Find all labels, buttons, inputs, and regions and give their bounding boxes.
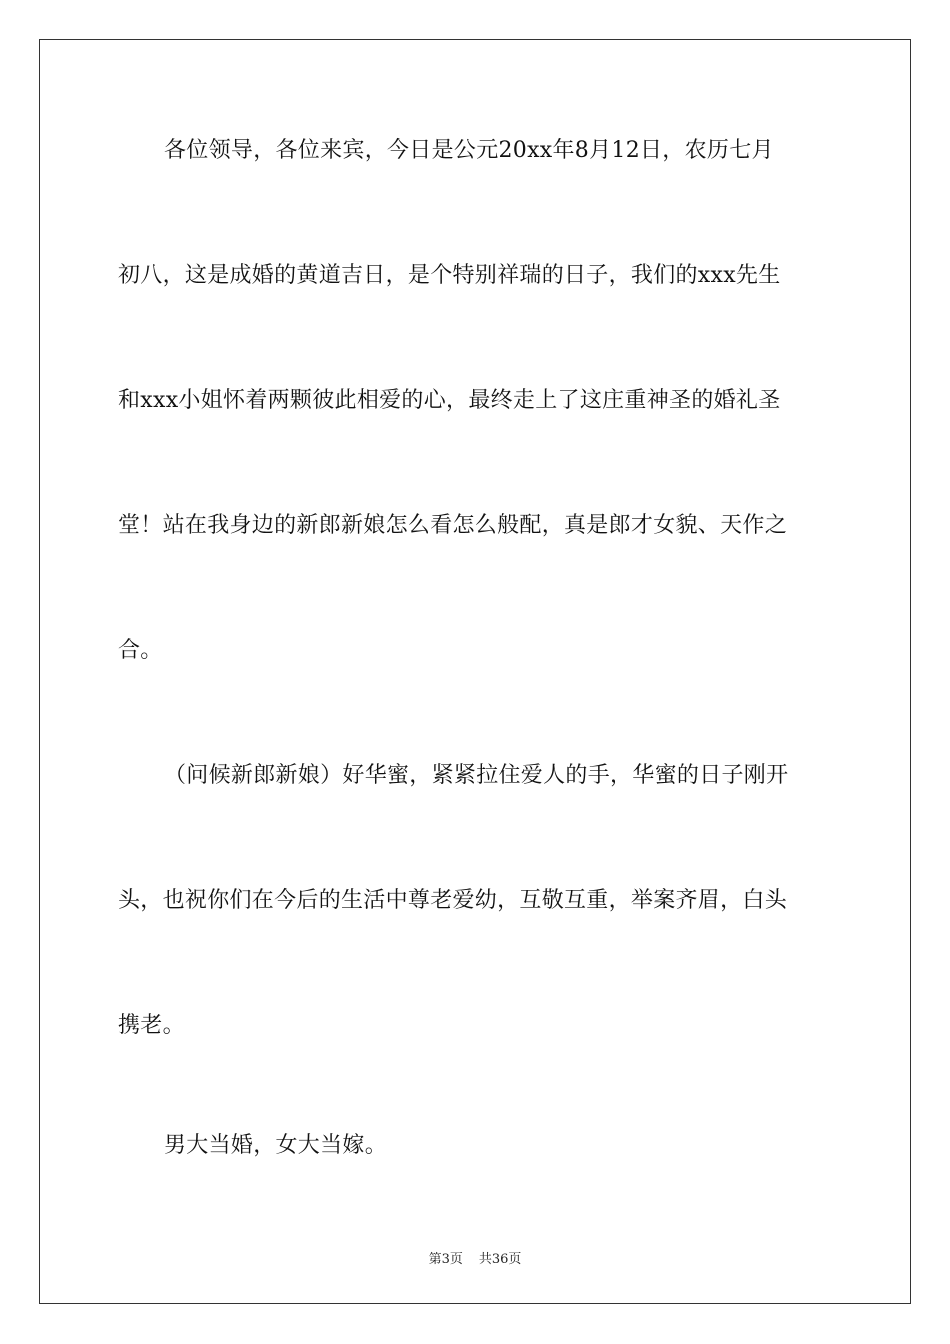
paragraph-1-line-1: 各位领导，各位来宾，今日是公元20xx年8月12日，农历七月 <box>164 138 774 163</box>
paragraph-2-line-1: （问候新郎新娘）好华蜜，紧紧拉住爱人的手，华蜜的日子刚开 <box>164 763 789 788</box>
paragraph-1-line-5: 合。 <box>118 638 163 663</box>
page-total: 共36页 <box>478 1252 522 1267</box>
paragraph-1-line-2: 初八，这是成婚的黄道吉日，是个特别祥瑞的日子，我们的xxx先生 <box>118 263 781 288</box>
page-number: 第3页 <box>428 1252 463 1267</box>
paragraph-2-line-3: 携老。 <box>118 1013 185 1038</box>
page-frame <box>39 39 911 1304</box>
paragraph-2-line-2: 头，也祝你们在今后的生活中尊老爱幼，互敬互重，举案齐眉，白头 <box>118 888 788 913</box>
page-footer <box>0 1248 950 1267</box>
paragraph-1-line-4: 堂！站在我身边的新郎新娘怎么看怎么般配，真是郎才女貌、天作之 <box>118 513 788 538</box>
paragraph-3-line-1: 男大当婚，女大当嫁。 <box>164 1133 388 1158</box>
paragraph-1-line-3: 和xxx小姐怀着两颗彼此相爱的心，最终走上了这庄重神圣的婚礼圣 <box>118 388 781 413</box>
